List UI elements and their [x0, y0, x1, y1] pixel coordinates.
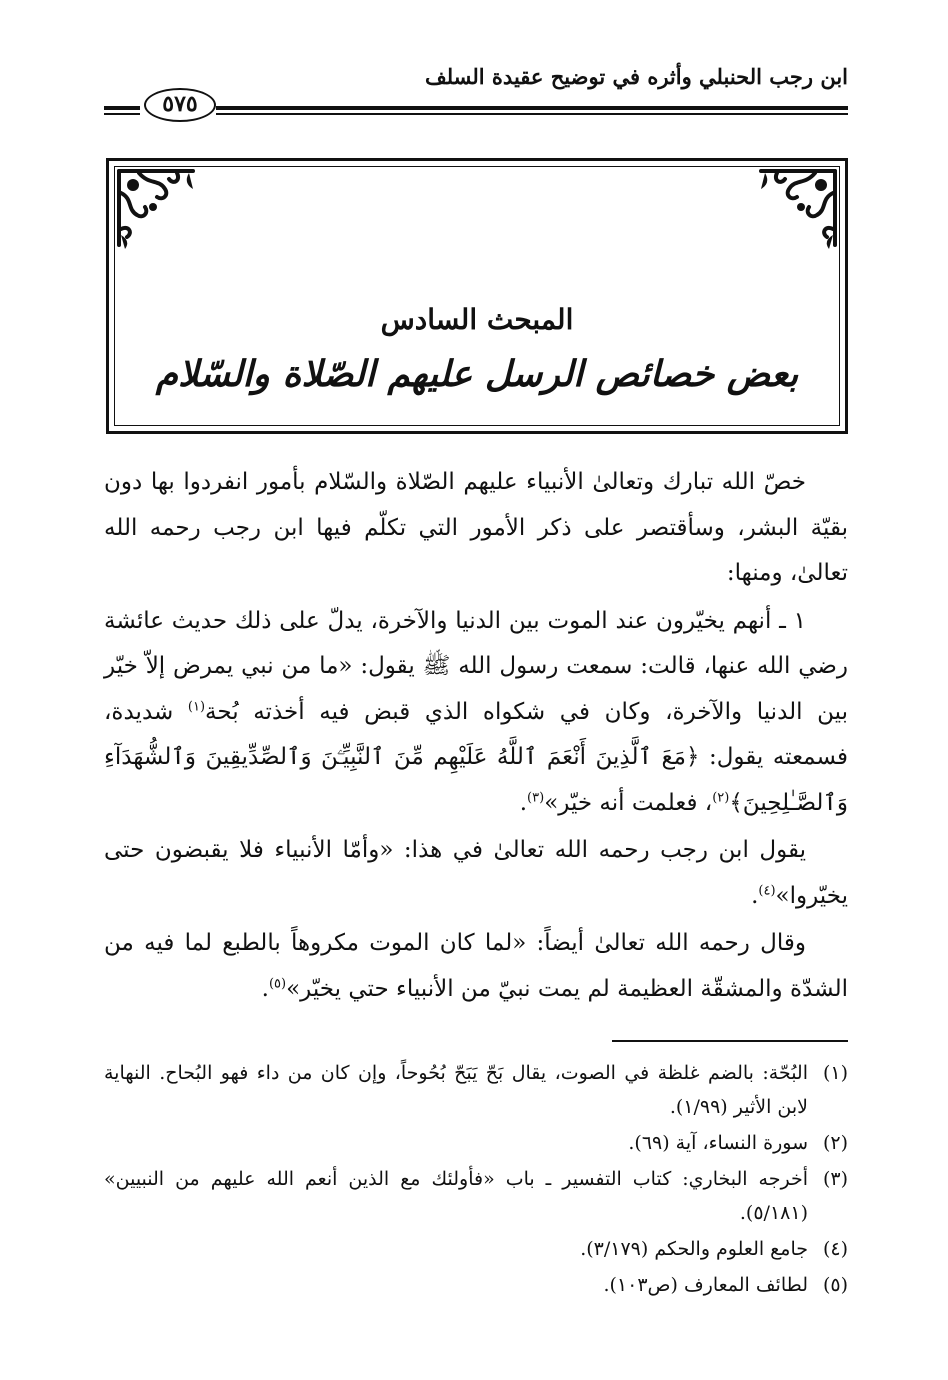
- running-title: ابن رجب الحنبلي وأثره في توضيح عقيدة السلف: [424, 64, 848, 89]
- footnote-ref-2[interactable]: (٢): [712, 789, 730, 805]
- footnote-item: [104, 1268, 848, 1302]
- hadith-end: ، فعلمت أنه خيّر»: [544, 789, 713, 816]
- footnote-number: (٥): [822, 1274, 848, 1296]
- footnote-text: أخرجه البخاري: كتاب التفسير ـ باب «فأولئك مع الذين أنعم الله عليهم من النبيين» (٥/١٨١).: [104, 1168, 808, 1224]
- quran-quote: شديدة، فسمعته يقول: ﴿مَعَ ٱلَّذِينَ أَنْعَمَ ٱللَّهُ عَلَيْهِم مِّنَ ٱلنَّبِيِّـۧنَ وَٱلصِّدِّيقِينَ وَٱلشُّهَدَآءِ وَٱلصَّـٰلِحِينَ﴾: [104, 698, 848, 816]
- footnote-number: (٣): [822, 1168, 848, 1190]
- period: .: [519, 789, 528, 816]
- footnote-separator: [612, 1040, 848, 1042]
- period: .: [751, 882, 759, 909]
- footnote-text: جامع العلوم والحكم (٣/١٧٩).: [580, 1238, 808, 1260]
- hadith-text-part: ١ ـ أنهم يخيّرون عند الموت بين الدنيا والآخرة، يدلّ على ذلك حديث عائشة رضي الله عنها، قالت: سمعت رسول الله ﷺ يقول: «ما من نبي يمرض إلاّ خيّر بين الدنيا والآخرة، وكان في شكواه الذي قبض فيه أخذته بُحة: [104, 607, 848, 725]
- section-title: بعض خصائص الرسل عليهم الصّلاة والسّلام: [155, 353, 799, 395]
- footnote-ref-3[interactable]: (٣): [527, 789, 545, 805]
- footnote-text: البُحّة: بالضم غلظة في الصوت، يقال بَحّ يَبَحّ بُحُوحاً، وإن كان من داء فهو البُحاح. النهاية لابن الأثير (١/٩٩).: [104, 1062, 808, 1118]
- paragraph-hadith: [104, 599, 848, 827]
- header-rule-end: [104, 106, 140, 116]
- section-title-frame: [106, 158, 848, 434]
- quote-text: يقول ابن رجب رحمه الله تعالىٰ في هذا: «وأمّا الأنبياء فلا يقبضون حتى يخيّروا»: [104, 837, 848, 909]
- section-kicker: المبحث السادس: [380, 303, 574, 336]
- corner-ornament-right-icon: [755, 165, 839, 249]
- footnote-ref-1[interactable]: (١): [187, 698, 206, 714]
- period: .: [261, 975, 269, 1002]
- footnote-number: (٤): [822, 1238, 848, 1260]
- body-text: [104, 460, 848, 1012]
- paragraph-ibn-rajab-quote-1: [104, 828, 848, 919]
- paragraph-intro: خصّ الله تبارك وتعالىٰ الأنبياء عليهم الصّلاة والسّلام بأمور انفردوا بها دون بقيّة البشر، وسأقتصر على ذكر الأمور التي تكلّم فيها ابن رجب رحمه الله تعالىٰ، ومنها:: [104, 469, 848, 586]
- footnote-ref-4[interactable]: (٤): [758, 882, 776, 898]
- footnote-item: [104, 1162, 848, 1230]
- footnote-ref-5[interactable]: (٥): [268, 975, 287, 991]
- footnote-item: [104, 1056, 848, 1124]
- footnote-text: سورة النساء، آية (٦٩).: [628, 1132, 808, 1154]
- footnote-item: [104, 1126, 848, 1160]
- running-header: [104, 64, 848, 124]
- footnote-text: لطائف المعارف (ص١٠٣).: [603, 1274, 808, 1296]
- footnote-number: (٢): [822, 1132, 848, 1154]
- footnote-number: (١): [822, 1062, 848, 1084]
- quote-text: وقال رحمه الله تعالىٰ أيضاً: «لما كان الموت مكروهاً بالطبع لما فيه من الشدّة والمشقّة العظيمة لم يمت نبيّ من الأنبياء حتي يخيّر»: [104, 930, 848, 1002]
- footnote-item: [104, 1232, 848, 1266]
- footnotes: [104, 1056, 848, 1302]
- header-double-rule: [216, 102, 848, 116]
- page-number: ٥٧٥: [144, 88, 216, 122]
- paragraph-ibn-rajab-quote-2: [104, 921, 848, 1012]
- corner-ornament-left-icon: [115, 165, 199, 249]
